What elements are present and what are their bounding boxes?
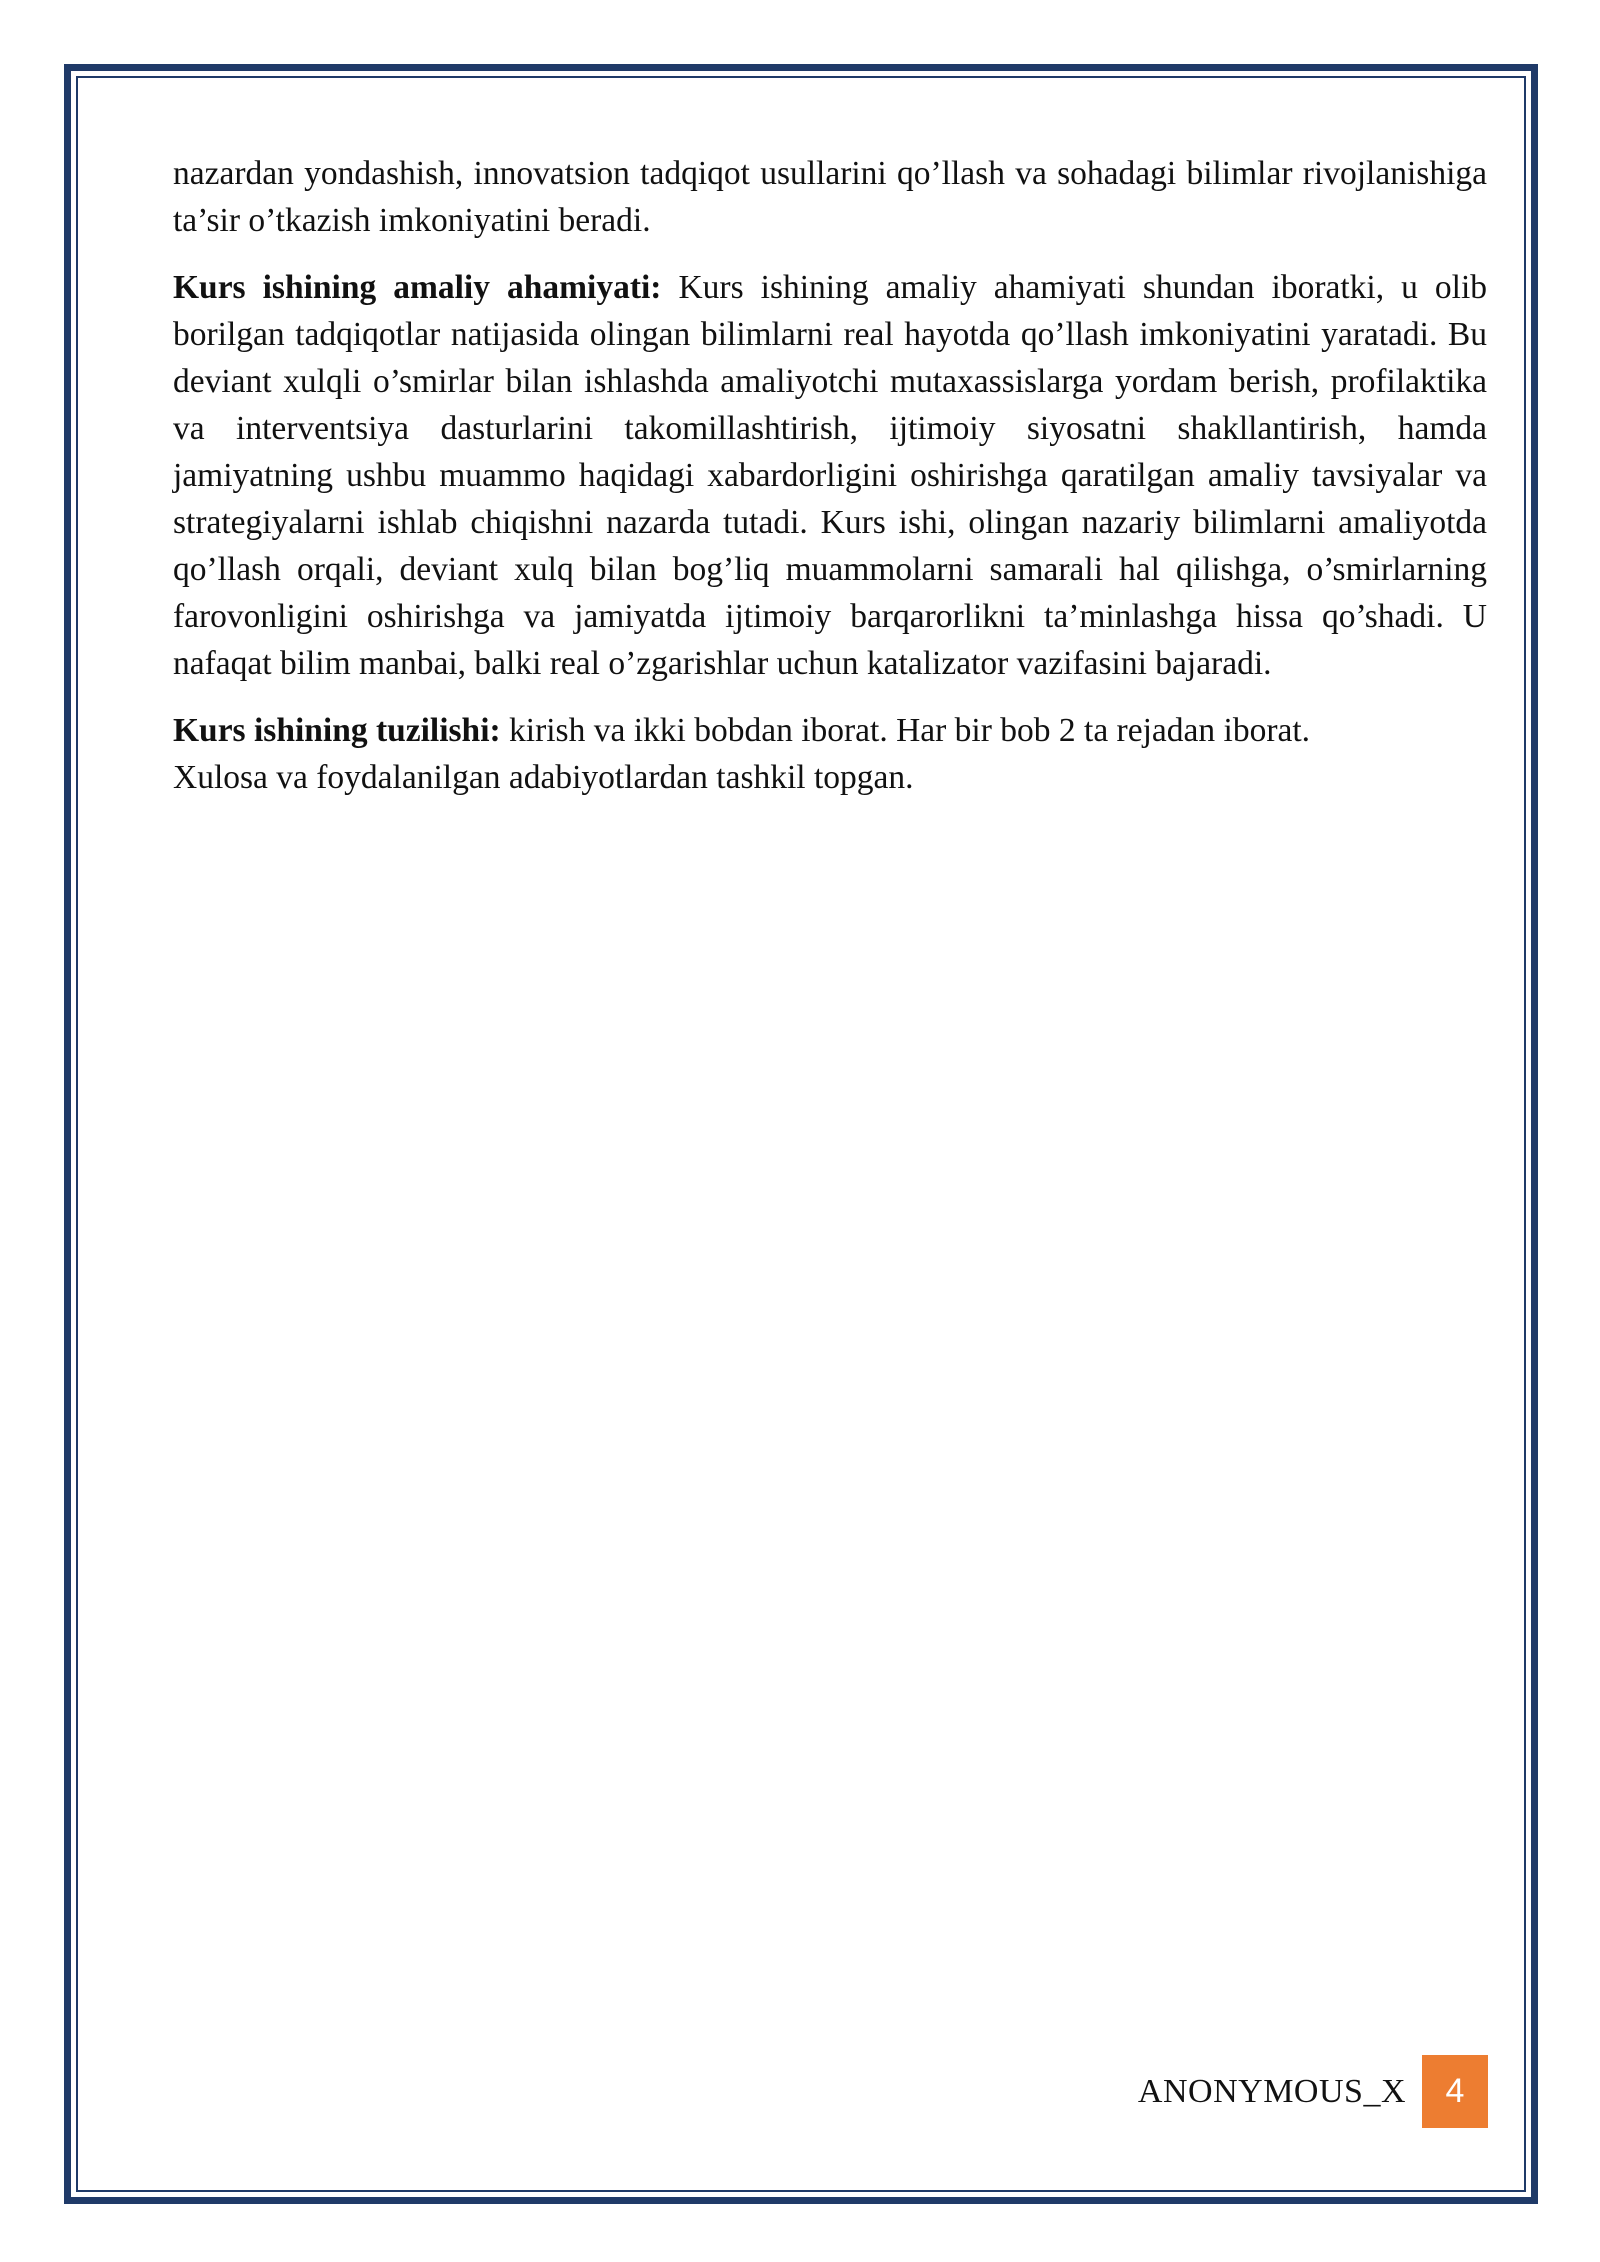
paragraph-heading: Kurs ishining tuzilishi: — [173, 712, 501, 749]
paragraph-text-line-2: Xulosa va foydalanilgan adabiyotlardan tashkil topgan. — [173, 759, 914, 796]
page-content — [173, 150, 1487, 821]
paragraph-continuation — [173, 150, 1487, 244]
paragraph-structure — [173, 707, 1487, 801]
paragraph-text: nazardan yondashish, innovatsion tadqiqot usullarini qo’llash va sohadagi bilimlar rivojlanishiga ta’sir o’tkazish imkoniyatini beradi. — [173, 155, 1487, 239]
paragraph-practical-significance — [173, 264, 1487, 687]
page-number-badge — [1422, 2055, 1488, 2128]
paragraph-heading: Kurs ishining amaliy ahamiyati: — [173, 269, 662, 306]
page-footer — [1000, 2055, 1488, 2128]
page-number: 4 — [1445, 2072, 1465, 2110]
paragraph-text-line-1: kirish va ikki bobdan iborat. Har bir bob 2 ta rejadan iborat. — [509, 712, 1311, 749]
paragraph-text: Kurs ishining amaliy ahamiyati shundan iboratki, u olib borilgan tadqiqotlar natijasida olingan bilimlarni real hayotda qo’llash imkoniyatini yaratadi. Bu deviant xulqli o’smirlar bilan ishlashda amaliyotchi mutaxassislarga yordam berish, profilaktika va interventsiya dasturlarini takomillashtirish, ijtimoiy siyosatni shakllantirish, hamda jamiyatning ushbu muammo haqidagi xabardorligini oshirishga qaratilgan amaliy tavsiyalar va strategiyalarni ishlab chiqishni nazarda tutadi. Kurs ishi, olingan nazariy bilimlarni amaliyotda qo’llash orqali, deviant xulq bilan bog’liq muammolarni samarali hal qilishga, o’smirlarning farovonligini oshirishga va jamiyatda ijtimoiy barqarorlikni ta’minlashga hissa qo’shadi. U nafaqat bilim manbai, balki real o’zgarishlar uchun katalizator vazifasini bajaradi. — [173, 269, 1487, 682]
footer-author: ANONYMOUS_X — [1137, 2072, 1406, 2110]
